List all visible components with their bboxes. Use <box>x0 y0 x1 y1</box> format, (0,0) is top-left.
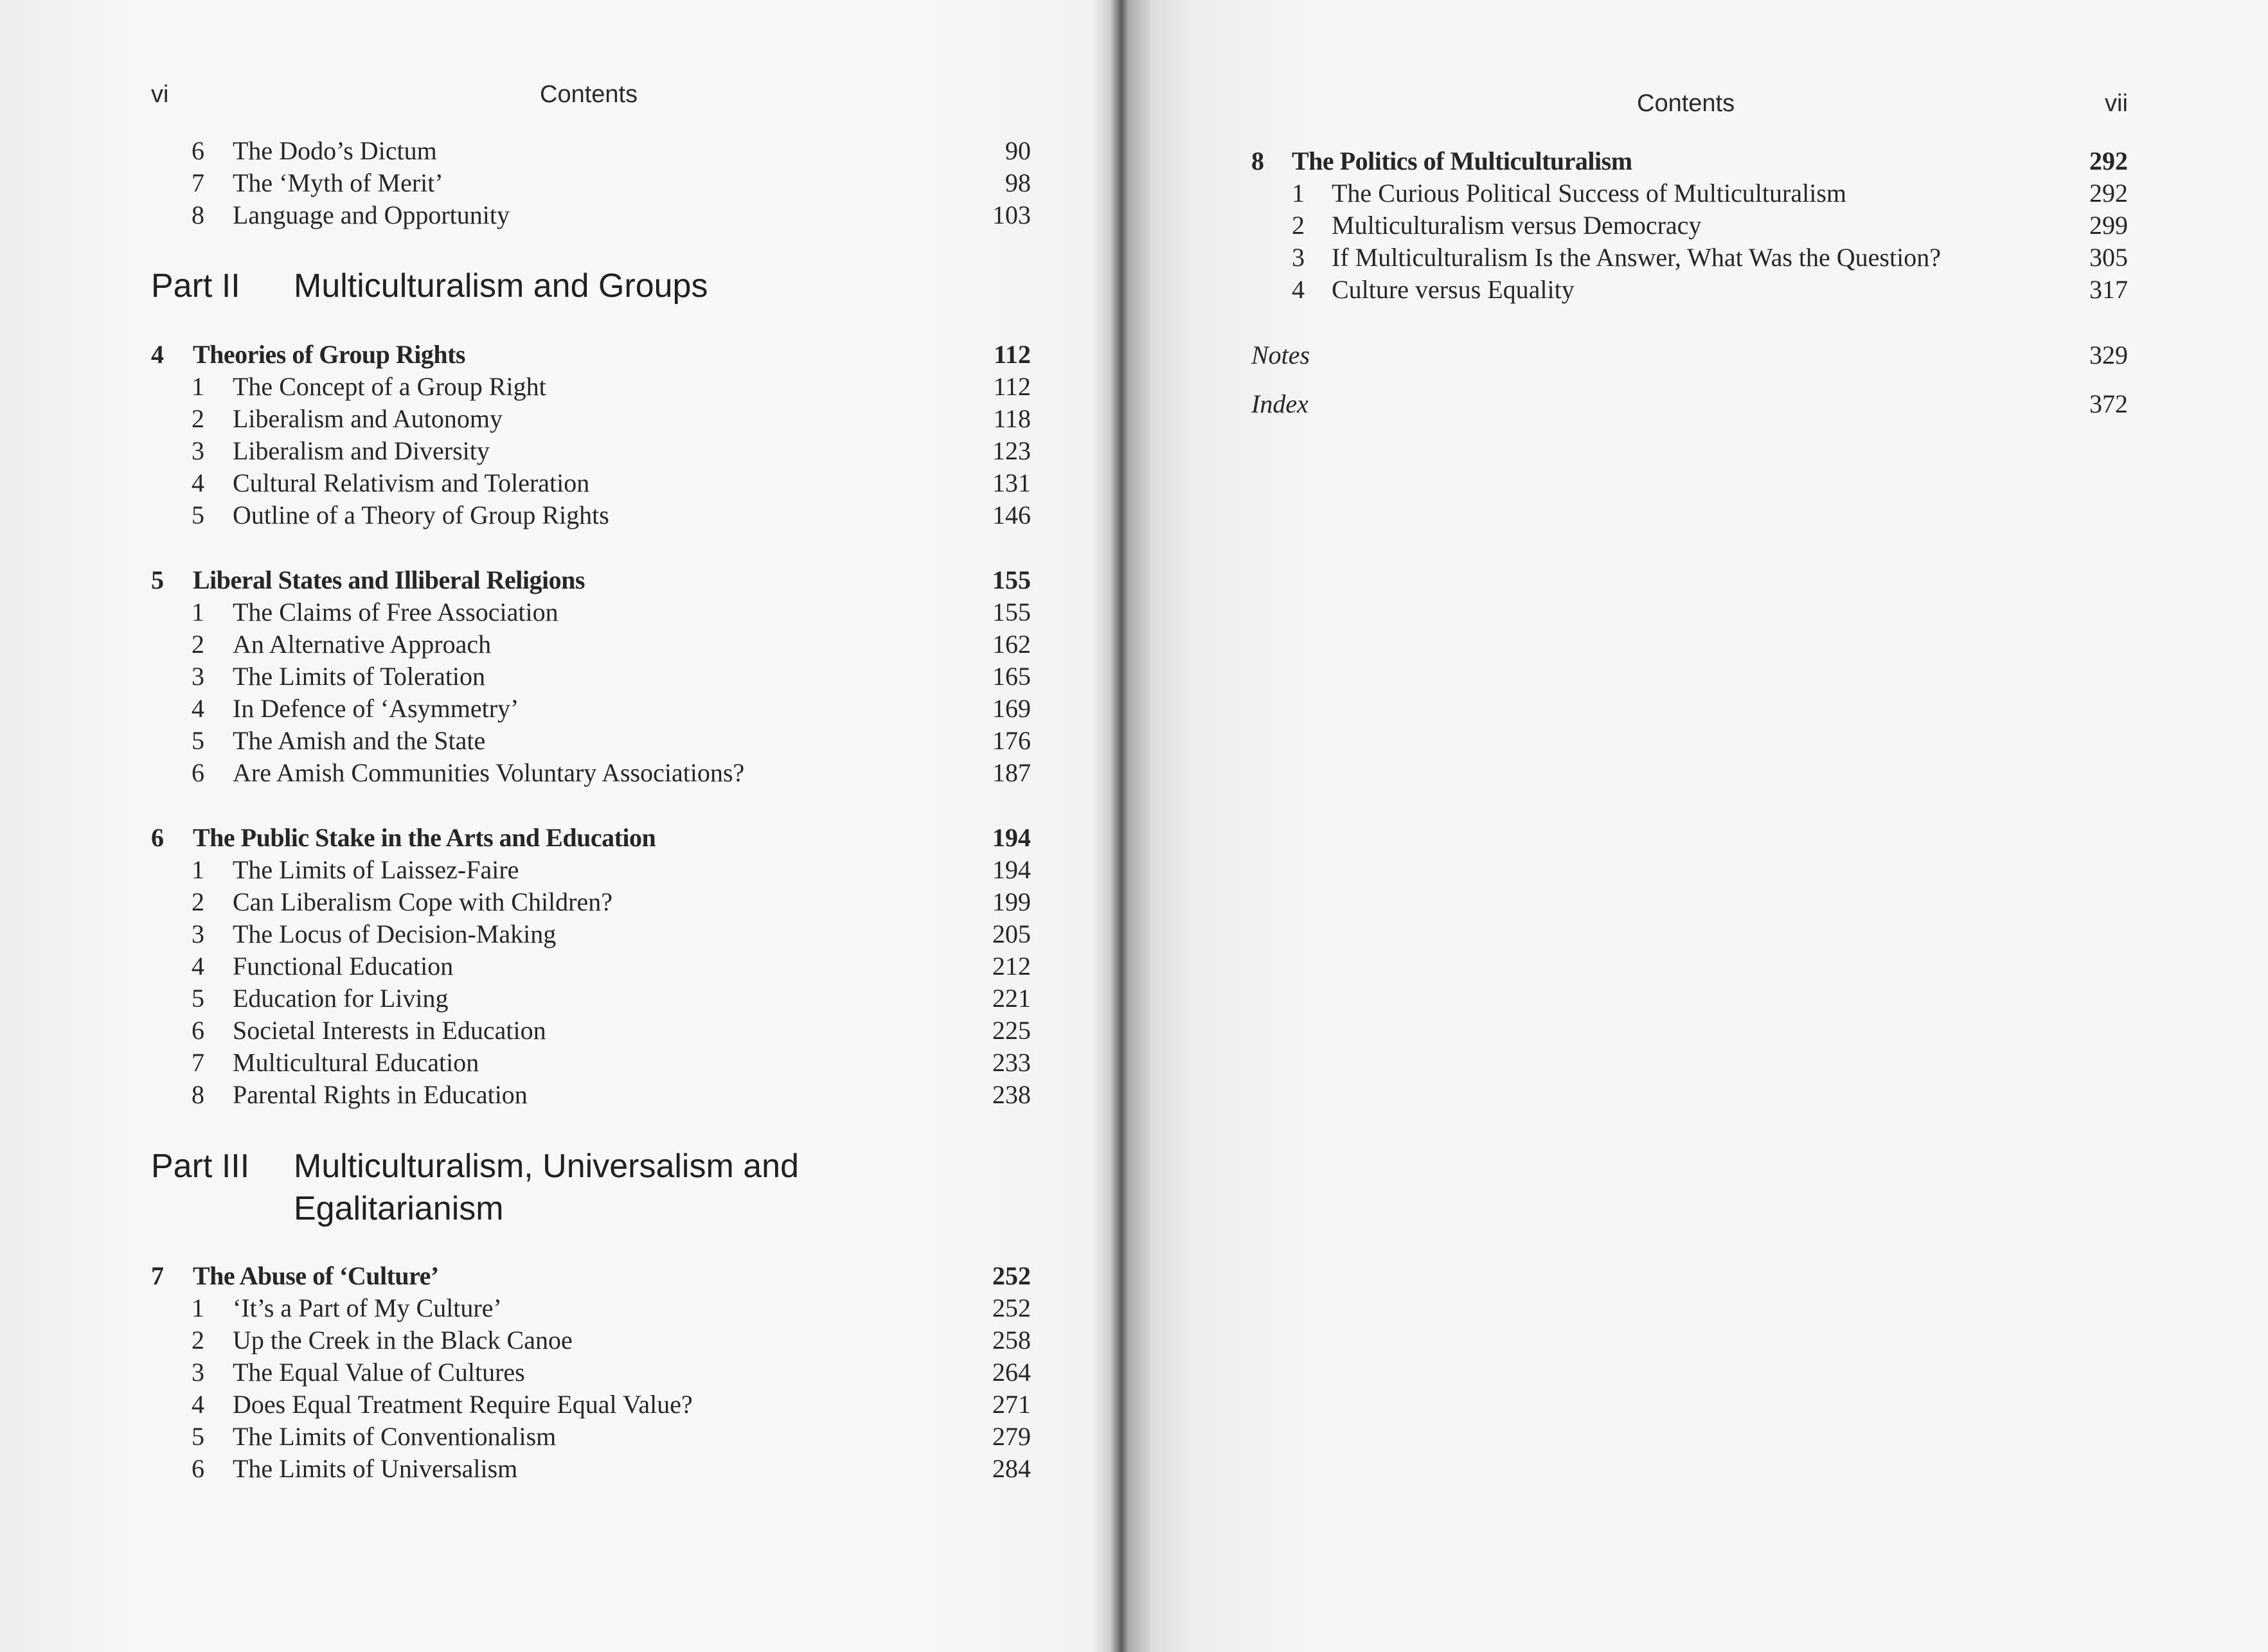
section-number: 5 <box>192 1422 204 1451</box>
chapter-title: Theories of Group Rights <box>193 340 465 369</box>
toc-section-row <box>0 693 2268 725</box>
left-running-head: Contents <box>540 81 638 108</box>
section-number: 4 <box>192 1390 204 1419</box>
section-page: 194 <box>992 855 1031 884</box>
section-page: 238 <box>992 1080 1031 1109</box>
section-page: 258 <box>992 1326 1031 1354</box>
section-title: Outline of a Theory of Group Rights <box>233 501 609 529</box>
toc-chapter-row <box>0 822 2268 854</box>
toc-chapter-row <box>0 564 2268 596</box>
section-title: Culture versus Equality <box>1332 275 1575 304</box>
section-page: 292 <box>2089 179 2128 208</box>
toc-section-row <box>0 854 2268 886</box>
section-page: 123 <box>992 436 1031 465</box>
section-page: 279 <box>992 1422 1031 1451</box>
section-number: 3 <box>192 1358 204 1387</box>
section-page: 90 <box>1005 136 1031 165</box>
section-page: 225 <box>992 1016 1031 1045</box>
toc-section-row <box>0 274 2268 306</box>
section-page: 98 <box>1005 168 1031 197</box>
section-title: Liberalism and Autonomy <box>233 404 503 433</box>
section-number: 1 <box>192 855 204 884</box>
section-number: 6 <box>192 758 204 787</box>
section-page: 169 <box>992 694 1031 723</box>
toc-section-row <box>0 1015 2268 1047</box>
toc-section-row <box>0 499 2268 531</box>
section-page: 199 <box>992 887 1031 916</box>
section-title: The Limits of Universalism <box>233 1454 518 1483</box>
section-page: 165 <box>992 662 1031 691</box>
section-number: 2 <box>192 404 204 433</box>
section-page: 284 <box>992 1454 1031 1483</box>
chapter-number: 6 <box>151 823 164 852</box>
section-number: 2 <box>192 1326 204 1354</box>
section-number: 3 <box>192 919 204 948</box>
chapter-number: 7 <box>151 1261 164 1290</box>
toc-section-row <box>0 1292 2268 1324</box>
section-number: 2 <box>192 887 204 916</box>
toc-section-row <box>0 1389 2268 1421</box>
section-page: 221 <box>992 984 1031 1013</box>
toc-section-row <box>0 661 2268 693</box>
chapter-page: 155 <box>992 565 1031 594</box>
section-page: 212 <box>992 952 1031 981</box>
toc-section-row <box>0 886 2268 918</box>
section-page: 271 <box>992 1390 1031 1419</box>
toc-section-row <box>0 950 2268 982</box>
section-title: ‘It’s a Part of My Culture’ <box>233 1293 502 1322</box>
section-number: 4 <box>192 952 204 981</box>
section-number: 6 <box>192 1016 204 1045</box>
section-number: 2 <box>1292 211 1305 240</box>
section-title: The Curious Political Success of Multiculturalism <box>1332 179 1847 208</box>
section-page: 299 <box>2089 211 2128 240</box>
toc-section-row <box>0 1356 2268 1389</box>
right-folio: vii <box>2105 90 2128 117</box>
section-number: 6 <box>192 1454 204 1483</box>
back-matter-title: Index <box>1251 389 1308 418</box>
toc-section-row <box>0 628 2268 661</box>
section-page: 252 <box>992 1293 1031 1322</box>
toc-section-row <box>0 1047 2268 1079</box>
section-number: 1 <box>192 1293 204 1322</box>
section-title: The Limits of Laissez-Faire <box>233 855 519 884</box>
section-number: 4 <box>192 694 204 723</box>
part-label: Part III <box>151 1148 250 1185</box>
section-page: 112 <box>993 372 1031 401</box>
chapter-page: 112 <box>994 340 1031 369</box>
section-number: 3 <box>192 436 204 465</box>
part-title: Multiculturalism and Groups <box>294 267 708 305</box>
section-number: 7 <box>192 1048 204 1077</box>
section-page: 176 <box>992 726 1031 755</box>
section-page: 233 <box>992 1048 1031 1077</box>
chapter-page: 292 <box>2089 147 2128 175</box>
section-page: 118 <box>993 404 1031 433</box>
section-title: Up the Creek in the Black Canoe <box>233 1326 573 1354</box>
section-page: 162 <box>992 630 1031 659</box>
section-title: The Equal Value of Cultures <box>233 1358 525 1387</box>
section-page: 155 <box>992 598 1031 626</box>
toc-section-row <box>0 177 2268 209</box>
toc-section-row <box>0 1324 2268 1356</box>
back-matter-page: 372 <box>2089 389 2128 418</box>
section-title: Does Equal Treatment Require Equal Value? <box>233 1390 693 1419</box>
toc-section-row <box>0 467 2268 499</box>
toc-section-row <box>0 596 2268 628</box>
chapter-title: The Abuse of ‘Culture’ <box>193 1261 439 1290</box>
section-number: 1 <box>1292 179 1305 208</box>
chapter-number: 4 <box>151 340 164 369</box>
section-title: The Limits of Conventionalism <box>233 1422 557 1451</box>
section-title: The Claims of Free Association <box>233 598 558 626</box>
chapter-number: 5 <box>151 565 164 594</box>
section-page: 205 <box>992 919 1031 948</box>
left-folio: vi <box>151 81 169 108</box>
section-page: 146 <box>992 501 1031 529</box>
section-title: Functional Education <box>233 952 454 981</box>
section-number: 5 <box>192 501 204 529</box>
right-running-head: Contents <box>1637 90 1735 117</box>
toc-section-row <box>0 1421 2268 1453</box>
section-title: Parental Rights in Education <box>233 1080 528 1109</box>
section-number: 5 <box>192 726 204 755</box>
section-title: Cultural Relativism and Toleration <box>233 468 590 497</box>
chapter-title: The Politics of Multiculturalism <box>1292 147 1632 175</box>
section-title: The Dodo’s Dictum <box>233 136 437 165</box>
toc-section-row <box>0 1453 2268 1485</box>
section-number: 4 <box>1292 275 1305 304</box>
part-title: Multiculturalism, Universalism and <box>294 1148 799 1185</box>
chapter-title: The Public Stake in the Arts and Education <box>193 823 656 852</box>
part-label: Part II <box>151 267 240 305</box>
section-title: Can Liberalism Cope with Children? <box>233 887 612 916</box>
toc-section-row <box>0 1079 2268 1111</box>
section-number: 8 <box>192 1080 204 1109</box>
section-title: The Locus of Decision-Making <box>233 919 557 948</box>
toc-section-row <box>0 725 2268 757</box>
section-page: 264 <box>992 1358 1031 1387</box>
section-title: The Concept of a Group Right <box>233 372 546 401</box>
section-title: The Amish and the State <box>233 726 486 755</box>
toc-section-row <box>0 982 2268 1015</box>
section-number: 1 <box>192 372 204 401</box>
section-page: 317 <box>2089 275 2128 304</box>
toc-back-matter-row <box>0 339 2268 371</box>
section-title: Language and Opportunity <box>233 200 510 229</box>
toc-section-row <box>0 757 2268 789</box>
section-page: 187 <box>992 758 1031 787</box>
toc-section-row <box>0 918 2268 950</box>
part-title: Egalitarianism <box>294 1190 504 1227</box>
section-title: Are Amish Communities Voluntary Associations? <box>233 758 745 787</box>
toc-back-matter-row <box>0 388 2268 420</box>
section-title: In Defence of ‘Asymmetry’ <box>233 694 519 723</box>
section-page: 305 <box>2089 243 2128 272</box>
section-page: 103 <box>992 200 1031 229</box>
section-number: 3 <box>1292 243 1305 272</box>
section-title: The ‘Myth of Merit’ <box>233 168 443 197</box>
section-number: 3 <box>192 662 204 691</box>
chapter-page: 194 <box>992 823 1031 852</box>
toc-section-row <box>0 209 2268 242</box>
section-number: 4 <box>192 468 204 497</box>
back-matter-page: 329 <box>2089 341 2128 369</box>
chapter-number: 8 <box>1251 147 1264 175</box>
section-title: Liberalism and Diversity <box>233 436 490 465</box>
section-title: Education for Living <box>233 984 449 1013</box>
toc-chapter-row <box>0 1260 2268 1292</box>
chapter-page: 252 <box>992 1261 1031 1290</box>
section-title: The Limits of Toleration <box>233 662 486 691</box>
section-number: 7 <box>192 168 204 197</box>
toc-section-row <box>0 242 2268 274</box>
toc-chapter-row <box>0 145 2268 177</box>
section-title: Societal Interests in Education <box>233 1016 546 1045</box>
chapter-title: Liberal States and Illiberal Religions <box>193 565 585 594</box>
toc-section-row <box>0 435 2268 467</box>
section-page: 131 <box>992 468 1031 497</box>
back-matter-title: Notes <box>1251 341 1310 369</box>
section-title: If Multiculturalism Is the Answer, What Was the Question? <box>1332 243 1941 272</box>
section-title: Multicultural Education <box>233 1048 479 1077</box>
section-title: An Alternative Approach <box>233 630 492 659</box>
section-number: 6 <box>192 136 204 165</box>
section-number: 5 <box>192 984 204 1013</box>
section-title: Multiculturalism versus Democracy <box>1332 211 1702 240</box>
section-number: 2 <box>192 630 204 659</box>
section-number: 1 <box>192 598 204 626</box>
section-number: 8 <box>192 200 204 229</box>
